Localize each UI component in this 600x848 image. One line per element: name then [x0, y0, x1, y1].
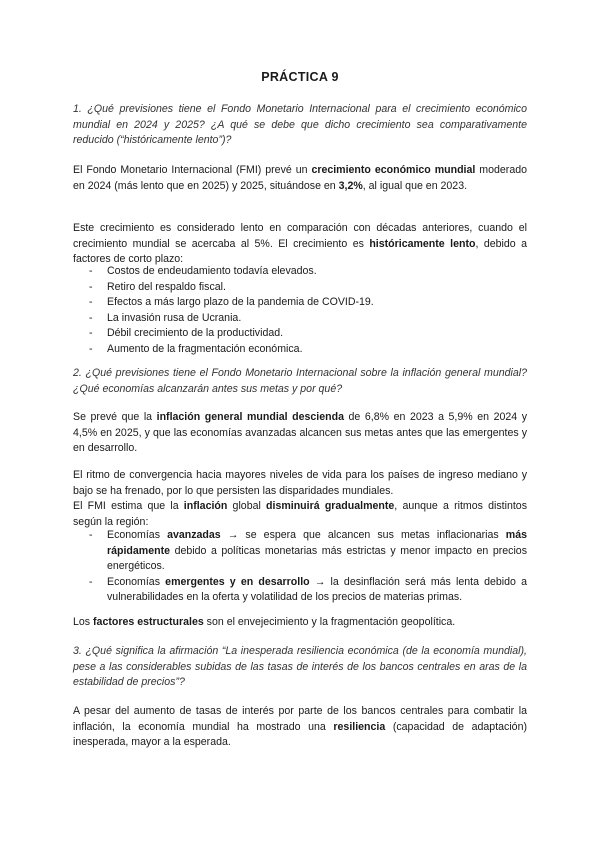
- list-item: - Retiro del respaldo fiscal.: [89, 280, 527, 296]
- list-item: - Costos de endeudamiento todavía elevados.: [89, 264, 527, 280]
- answer-2-paragraph-1: Se prevé que la inflación general mundial descienda de 6,8% en 2023 a 5,9% en 2024 y 4,5% en 2025, y que las economías avanzadas alcancen sus metas antes que las emergentes y en desarrollo.: [73, 411, 527, 455]
- answer-1-paragraph-2: Este crecimiento es considerado lento en comparación con décadas anteriores, cuando el crecimiento mundial se acercaba al 5%. El crecimiento es históricamente lento, debido a factores de corto plazo:: [73, 222, 527, 266]
- list-item: - La invasión rusa de Ucrania.: [89, 311, 527, 327]
- answer-1-paragraph-1: El Fondo Monetario Internacional (FMI) prevé un crecimiento económico mundial moderado en 2024 (más lento que en 2025) y 2025, situándose en 3,2%, al igual que en 2023.: [73, 164, 527, 192]
- question-2: 2. ¿Qué previsiones tiene el Fondo Monetario Internacional sobre la inflación general mundial? ¿Qué economías alcanzarán antes sus metas y por qué?: [73, 367, 527, 395]
- answer-3-paragraph-1: A pesar del aumento de tasas de interés por parte de los bancos centrales para combatir la inflación, la economía mundial ha mostrado una resiliencia (capacidad de adaptación) inesperada, mayor a la esperada.: [73, 705, 527, 749]
- list-item: - Débil crecimiento de la productividad.: [89, 326, 527, 342]
- list-item: - Efectos a más largo plazo de la pandemia de COVID-19.: [89, 295, 527, 311]
- question-1: 1. ¿Qué previsiones tiene el Fondo Monetario Internacional para el crecimiento económico mundial en 2024 y 2025? ¿A qué se debe que dicho crecimiento sea comparativamente reducido (“históricamente lento”)?: [73, 103, 527, 147]
- inflation-regions-list: [89, 528, 527, 606]
- list-item-emerging: - Economías emergentes y en desarrollo → la desinflación será más lenta debido a vulnerabilidades en la oferta y volatilidad de los precios de materias primas.: [89, 575, 527, 606]
- answer-2-paragraph-4: Los factores estructurales son el envejecimiento y la fragmentación geopolítica.: [73, 616, 456, 628]
- answer-2-paragraph-2: El ritmo de convergencia hacia mayores niveles de vida para los países de ingreso mediano y bajo se ha frenado, por lo que persisten las disparidades mundiales.: [73, 469, 527, 497]
- question-3: 3. ¿Qué significa la afirmación “La inesperada resiliencia económica (de la economía mundial), pese a las considerables subidas de las tasas de interés de los bancos centrales en aras de la estabilidad de precios”?: [73, 645, 527, 689]
- answer-2-paragraph-3: El FMI estima que la inflación global disminuirá gradualmente, aunque a ritmos distintos según la región:: [73, 500, 527, 528]
- page-title: PRÁCTICA 9: [261, 70, 339, 84]
- short-term-factors-list: [89, 264, 527, 358]
- list-item: - Aumento de la fragmentación económica.: [89, 342, 527, 358]
- list-item-advanced: - Economías avanzadas → se espera que alcancen sus metas inflacionarias más rápidamente debido a políticas monetarias más estrictas y menor impacto en precios energéticos.: [89, 528, 527, 575]
